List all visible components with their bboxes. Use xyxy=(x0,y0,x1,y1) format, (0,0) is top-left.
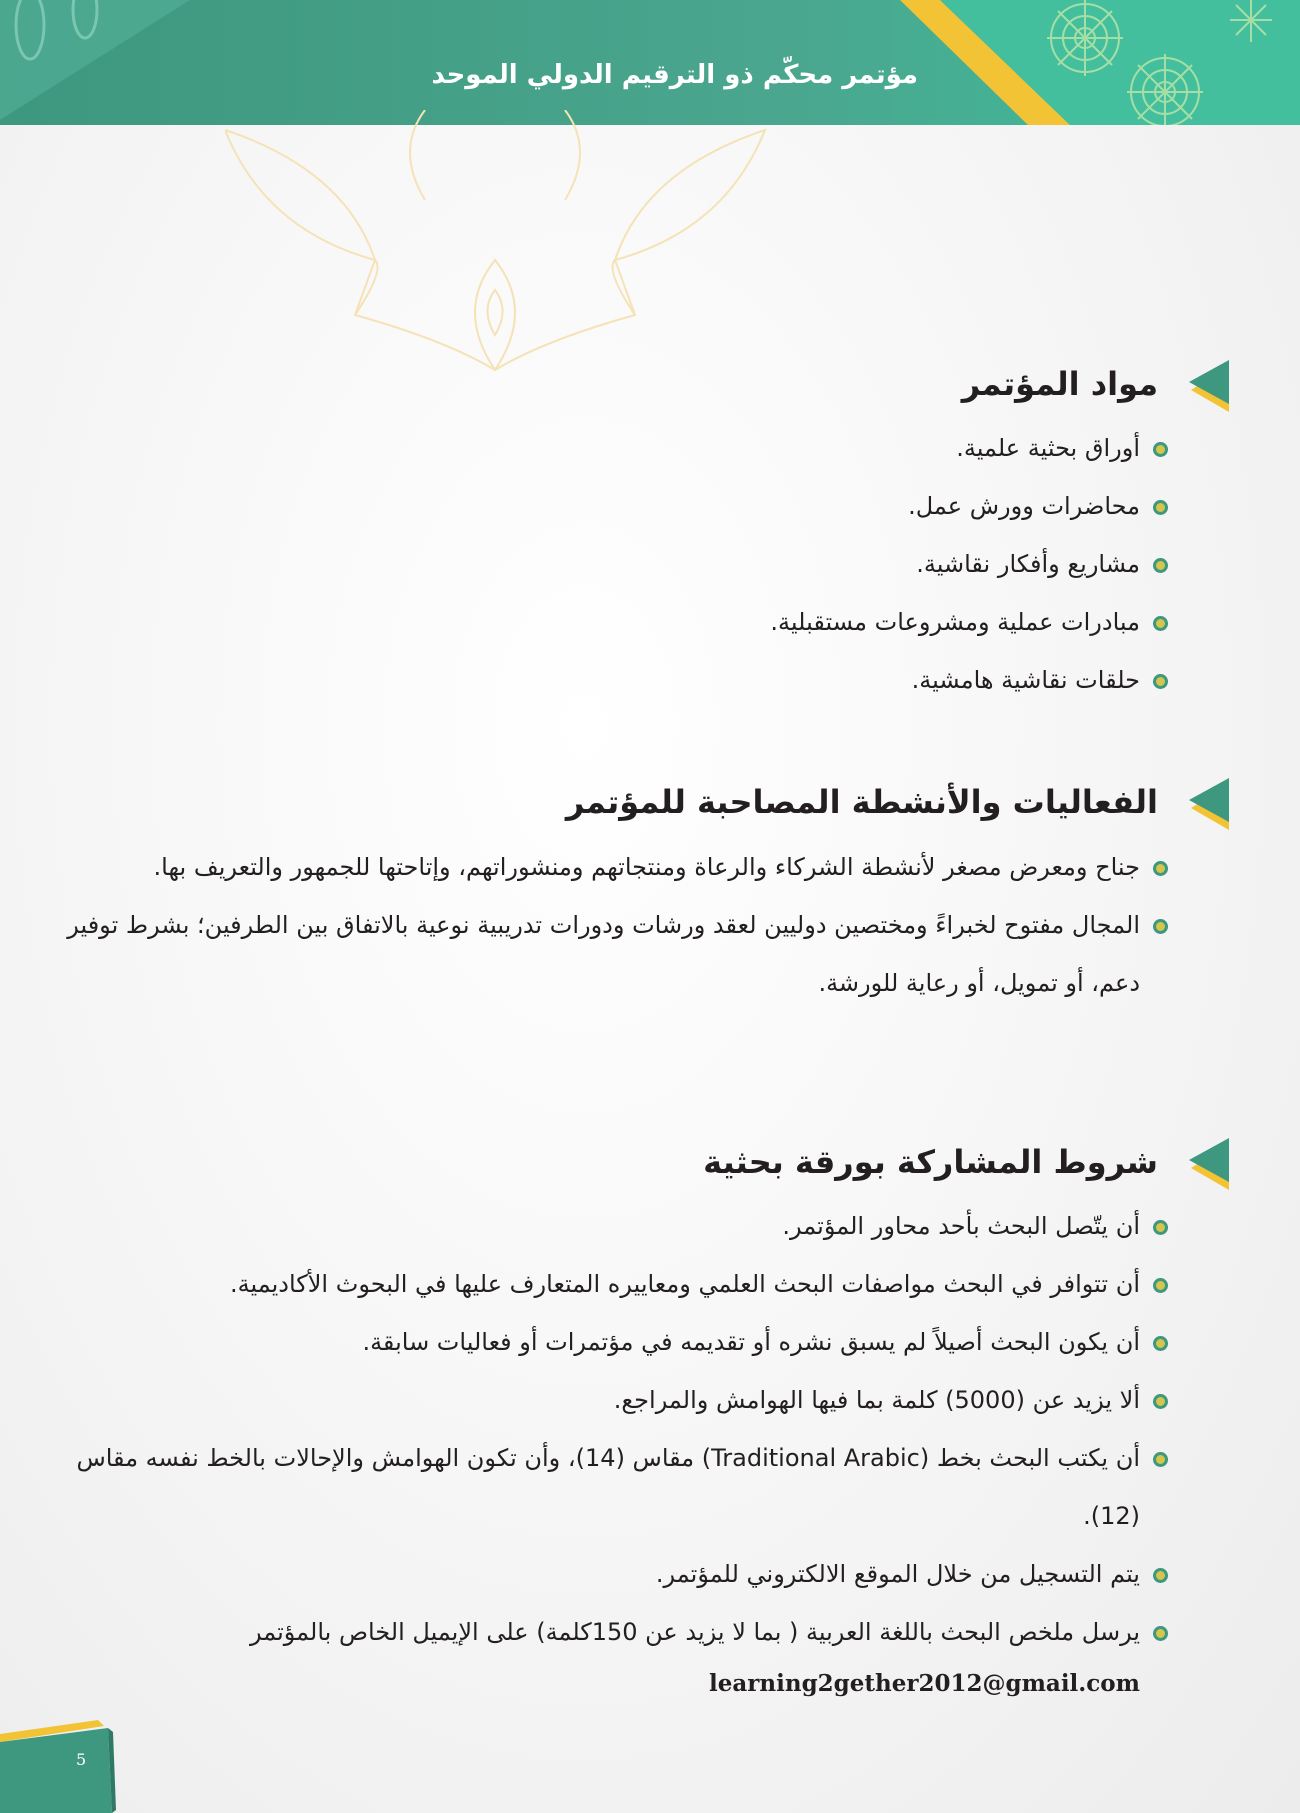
list-item: مبادرات عملية ومشروعات مستقبلية. xyxy=(770,593,1140,651)
bullet-icon xyxy=(1153,1278,1168,1293)
page-number: 5 xyxy=(76,1750,87,1769)
section-heading-conditions: شروط المشاركة بورقة بحثية xyxy=(703,1143,1158,1181)
header-pattern-left xyxy=(0,0,200,125)
section-marker-icon xyxy=(1189,1138,1229,1190)
contact-email[interactable]: learning2gether2012@gmail.com xyxy=(709,1670,1140,1697)
materials-list xyxy=(770,419,1140,709)
header-title: مؤتمر محكّم ذو الترقيم الدولي الموحد xyxy=(431,60,918,90)
list-item: أن يكتب البحث بخط (Traditional Arabic) مقاس (14)، وأن تكون الهوامش والإحالات بالخط نفسه مقاس (12). xyxy=(45,1429,1140,1545)
bullet-icon xyxy=(1153,861,1168,876)
list-item: مشاريع وأفكار نقاشية. xyxy=(770,535,1140,593)
section-heading-activities: الفعاليات والأنشطة المصاحبة للمؤتمر xyxy=(565,783,1158,821)
bullet-icon xyxy=(1153,558,1168,573)
section-marker-icon xyxy=(1189,360,1229,412)
bullet-icon xyxy=(1153,674,1168,689)
bullet-icon xyxy=(1153,616,1168,631)
bullet-icon xyxy=(1153,1220,1168,1235)
list-item: أن تتوافر في البحث مواصفات البحث العلمي ومعاييره المتعارف عليها في البحوث الأكاديمية. xyxy=(45,1255,1140,1313)
list-item: أن يكون البحث أصيلاً لم يسبق نشره أو تقديمه في مؤتمرات أو فعاليات سابقة. xyxy=(45,1313,1140,1371)
list-item: أوراق بحثية علمية. xyxy=(770,419,1140,477)
header-pattern-right xyxy=(900,0,1300,125)
header-band xyxy=(0,0,1300,125)
bullet-icon xyxy=(1153,442,1168,457)
bullet-icon xyxy=(1153,1626,1168,1641)
bullet-icon xyxy=(1153,500,1168,515)
list-item: جناح ومعرض مصغر لأنشطة الشركاء والرعاة ومنتجاتهم ومنشوراتهم، وإتاحتها للجمهور والتعريف بها. xyxy=(60,838,1140,896)
conditions-list xyxy=(45,1197,1140,1661)
bullet-icon xyxy=(1153,1336,1168,1351)
list-item: ألا يزيد عن (5000) كلمة بما فيها الهوامش والمراجع. xyxy=(45,1371,1140,1429)
list-item: حلقات نقاشية هامشية. xyxy=(770,651,1140,709)
list-item: أن يتّصل البحث بأحد محاور المؤتمر. xyxy=(45,1197,1140,1255)
section-marker-icon xyxy=(1189,778,1229,830)
list-item: محاضرات وورش عمل. xyxy=(770,477,1140,535)
bullet-icon xyxy=(1153,919,1168,934)
bullet-icon xyxy=(1153,1452,1168,1467)
list-item: يرسل ملخص البحث باللغة العربية ( بما لا يزيد عن 150كلمة) على الإيميل الخاص بالمؤتمر xyxy=(45,1603,1140,1661)
bullet-icon xyxy=(1153,1568,1168,1583)
activities-list xyxy=(60,838,1140,1012)
list-item: يتم التسجيل من خلال الموقع الالكتروني للمؤتمر. xyxy=(45,1545,1140,1603)
page-number-tab xyxy=(0,1720,120,1813)
list-item: المجال مفتوح لخبراءً ومختصين دوليين لعقد ورشات ودورات تدريبية نوعية بالاتفاق بين الطرفين؛ بشرط توفير دعم، أو تمويل، أو رعاية للورشة. xyxy=(60,896,1140,1012)
section-heading-materials: مواد المؤتمر xyxy=(961,365,1158,403)
background-ornament xyxy=(225,110,775,380)
bullet-icon xyxy=(1153,1394,1168,1409)
